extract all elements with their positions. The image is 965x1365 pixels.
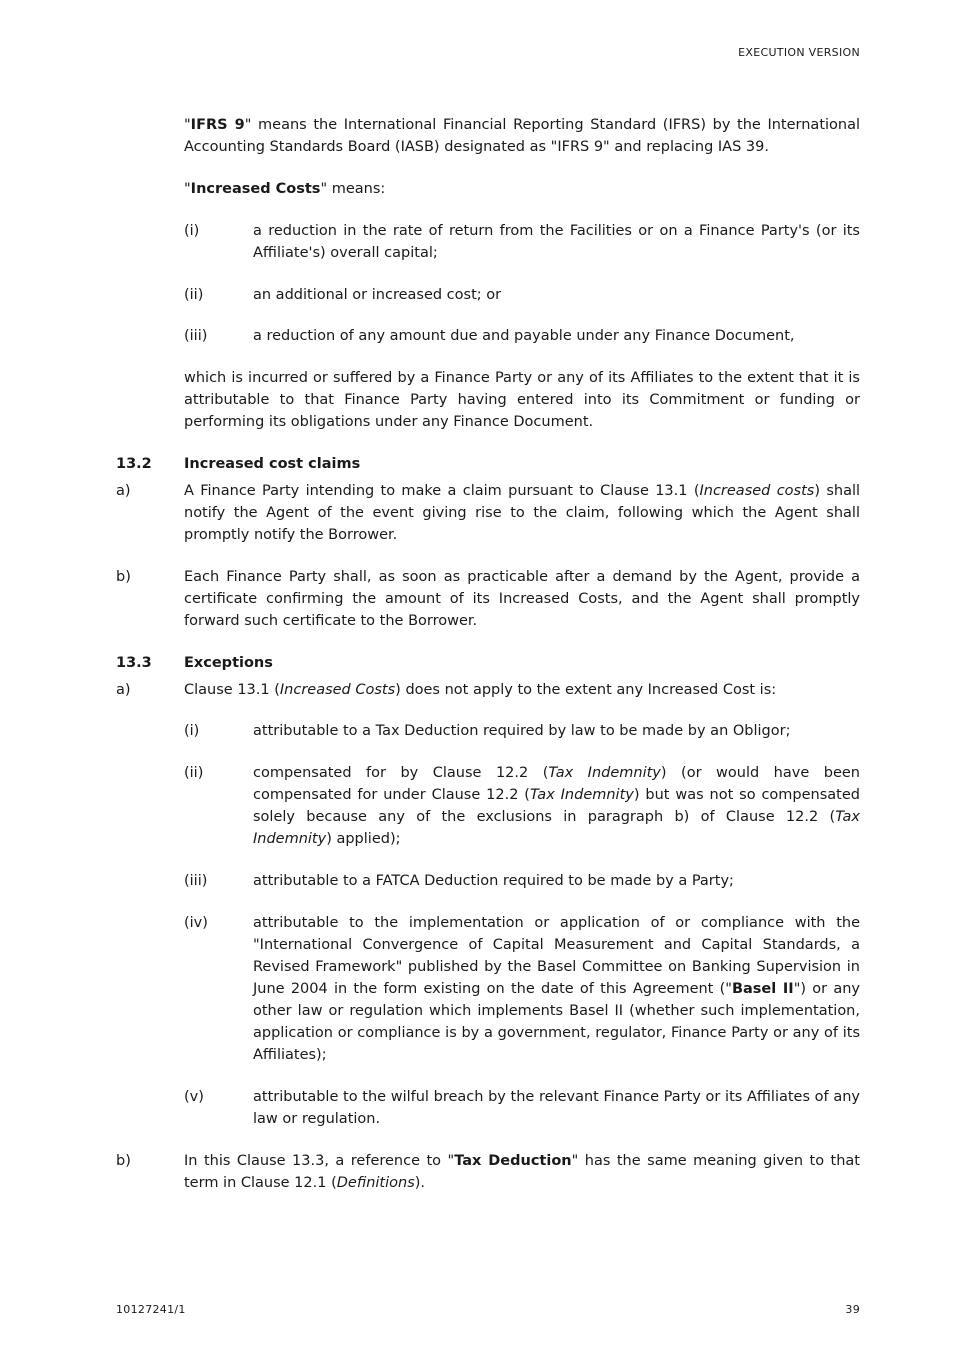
paragraph-label: a) [116,483,131,499]
definition-term: Increased Costs [190,181,321,197]
section-number: 13.2 [116,456,152,472]
section-heading: Exceptions [184,655,273,671]
list-item-text: an additional or increased cost; or [253,287,502,303]
definition-closing-paragraph: which is incurred or suffered by a Finance Party or any of its Affiliates to the extent that it is attributable to that Finance Party having entered into its Commitment or funding or performing its obligations under any Finance Document. [184,370,860,430]
list-item-number: (iii) [184,873,208,889]
list-item-number: (i) [184,723,200,739]
list-item-text: attributable to a Tax Deduction required by law to be made by an Obligor; [253,723,791,739]
section-heading: Increased cost claims [184,456,361,472]
header-version-label: EXECUTION VERSION [738,46,860,59]
paragraph-label: a) [116,682,131,698]
list-item-number: (i) [184,223,200,239]
footer-doc-reference: 10127241/1 [116,1303,186,1316]
list-item-number: (ii) [184,287,204,303]
section-number: 13.3 [116,655,152,671]
clause-paragraph: Each Finance Party shall, as soon as practicable after a demand by the Agent, provide a certificate confirming the amount of its Increased Costs, and the Agent shall promptly forward such certificate to the Borrower. [184,569,860,629]
list-item-number: (v) [184,1089,204,1105]
list-item-text: a reduction in the rate of return from the Facilities or on a Finance Party's (or its Affiliate's) overall capital; [253,223,860,261]
clause-paragraph: Clause 13.1 (Increased Costs) does not apply to the extent any Increased Cost is: [184,682,777,698]
list-item-number: (ii) [184,765,204,781]
definition-term: IFRS 9 [190,117,245,133]
clause-paragraph: In this Clause 13.3, a reference to "Tax Deduction" has the same meaning given to that term in Clause 12.1 (Definitions). [184,1153,860,1191]
list-item-text: attributable to the wilful breach by the relevant Finance Party or its Affiliates of any law or regulation. [253,1089,860,1127]
paragraph-label: b) [116,569,131,585]
page-number: 39 [845,1303,860,1316]
list-item-text: attributable to the implementation or application of or compliance with the "International Convergence of Capital Measurement and Capital Standards, a Revised Framework" published by the Basel Committee on Banking Supervision in June 2004 in the form existing on the date of this Agreement ("Basel II") or any other law or regulation which implements Basel II (whether such implementation, application or compliance is by a government, regulator, Finance Party or any of its Affiliates); [253,915,860,1063]
list-item-text: a reduction of any amount due and payable under any Finance Document, [253,328,795,344]
paragraph-label: b) [116,1153,131,1169]
list-item-number: (iii) [184,328,208,344]
definition-ifrs9: "IFRS 9" means the International Financial Reporting Standard (IFRS) by the International Accounting Standards Board (IASB) designated as "IFRS 9" and replacing IAS 39. [184,117,861,155]
definition-increased-costs: "Increased Costs" means: [184,181,386,197]
list-item-number: (iv) [184,915,208,931]
list-item-text: attributable to a FATCA Deduction required to be made by a Party; [253,873,734,889]
list-item-text: compensated for by Clause 12.2 (Tax Indemnity) (or would have been compensated for under Clause 12.2 (Tax Indemnity) but was not so compensated solely because any of the exclusions in paragraph b) of Clause 12.2 (Tax Indemnity) applied); [253,765,860,847]
clause-paragraph: A Finance Party intending to make a claim pursuant to Clause 13.1 (Increased costs) shall notify the Agent of the event giving rise to the claim, following which the Agent shall promptly notify the Borrower. [184,483,861,543]
